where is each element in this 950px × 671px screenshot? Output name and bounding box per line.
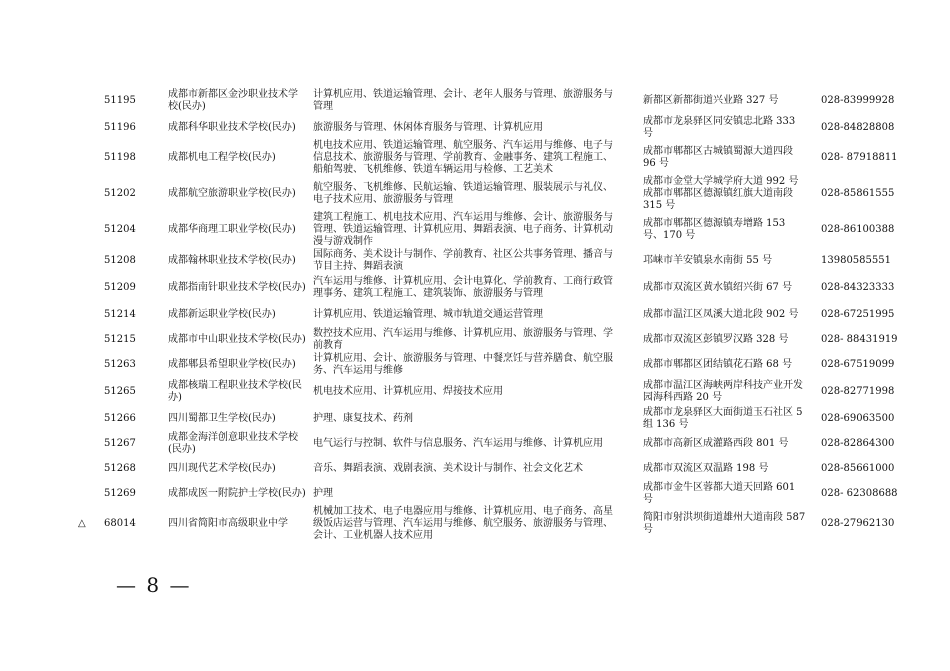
school-majors: 护理、康复技术、药剂: [313, 412, 413, 424]
page-number: — 8 —: [116, 573, 192, 597]
school-code: 51268: [104, 462, 136, 474]
school-phone: 028-67251995: [821, 308, 895, 320]
school-phone: 028-85661000: [821, 462, 895, 474]
table-row: [70, 456, 921, 481]
table-row: [70, 140, 921, 176]
school-name: 成都指南针职业技术学校(民办): [168, 281, 306, 293]
school-code: 51267: [104, 437, 136, 449]
row-mark: [70, 327, 98, 352]
row-mark: [70, 352, 98, 377]
school-phone: 028-85861555: [821, 188, 895, 199]
table-row: [70, 248, 921, 273]
school-name: 成都郫县希望职业学校(民办): [168, 358, 296, 370]
row-mark: [70, 456, 98, 481]
table-row: [70, 273, 921, 302]
school-phone: 028- 88431919: [821, 333, 898, 345]
school-name: 四川现代艺术学校(民办): [168, 462, 276, 474]
school-majors: 旅游服务与管理、休闲体育服务与管理、计算机应用: [313, 121, 543, 133]
school-majors: 音乐、舞蹈表演、戏剧表演、美术设计与制作、社会文化艺术: [313, 462, 583, 474]
school-majors: 护理: [313, 487, 333, 499]
school-phone: 028- 87918811: [821, 152, 898, 163]
school-phone: 13980585551: [821, 254, 891, 266]
row-mark: [70, 302, 98, 327]
school-name: 成都核瑞工程职业技术学校(民办): [168, 379, 302, 403]
school-majors: 国际商务、美术设计与制作、学前教育、社区公共事务管理、播音与节目主持、舞蹈表演: [313, 248, 613, 272]
school-majors: 计算机应用、铁道运输管理、城市轨道交通运营管理: [313, 308, 543, 320]
school-code: 51208: [104, 254, 136, 266]
table-row: [70, 481, 921, 506]
school-majors: 机电技术应用、铁道运输管理、航空服务、汽车运用与维修、电子与信息技术、旅游服务与管理、学前教育、金融事务、建筑工程施工、船舶驾驶、飞机维修、铁道车辆运用与检修、工艺美术: [313, 140, 613, 175]
row-mark: [70, 86, 98, 115]
row-mark: △: [78, 518, 86, 529]
school-name: 四川蜀都卫生学校(民办): [168, 412, 276, 424]
table-row: [70, 115, 921, 140]
school-phone: 028-83999928: [821, 94, 895, 106]
school-majors: 计算机应用、铁道运输管理、会计、老年人服务与管理、旅游服务与管理: [313, 88, 613, 112]
school-name: 成都科华职业技术学校(民办): [168, 121, 296, 133]
table-row: [70, 212, 921, 248]
school-name: 成都成医一附院护士学校(民办): [168, 487, 306, 499]
table-row: [70, 377, 921, 406]
school-phone: 028-86100388: [821, 224, 895, 235]
school-address: 成都市郫都区德源镇寿增路 153 号、170 号: [643, 218, 786, 241]
row-mark: [70, 273, 98, 302]
school-phone: 028-84323333: [821, 281, 895, 293]
school-name: 成都市中山职业技术学校(民办): [168, 333, 306, 345]
school-code: 51214: [104, 308, 136, 320]
school-code: 51269: [104, 487, 136, 499]
school-address: 成都市双流区黄水镇绍兴街 67 号: [643, 281, 793, 293]
school-phone: 028-67519099: [821, 358, 895, 370]
school-phone: 028-69063500: [821, 412, 895, 424]
table-row: [70, 506, 921, 542]
school-name: 成都新运职业学校(民办): [168, 308, 276, 320]
table-row: [70, 86, 921, 115]
table-row: [70, 352, 921, 377]
school-code: 68014: [104, 518, 136, 529]
row-mark: [70, 212, 98, 248]
school-name: 成都市新都区金沙职业技术学校(民办): [168, 88, 298, 112]
school-majors: 航空服务、飞机维修、民航运输、铁道运输管理、服装展示与礼仪、电子技术应用、旅游服务与管理: [313, 182, 613, 205]
row-mark: [70, 176, 98, 212]
school-address: 成都市郫都区团结镇花石路 68 号: [643, 358, 793, 370]
table-row: [70, 327, 921, 352]
school-code: 51198: [104, 152, 136, 163]
table-row: [70, 176, 921, 212]
row-mark: [70, 431, 98, 456]
school-majors: 建筑工程施工、机电技术应用、汽车运用与维修、会计、旅游服务与管理、铁道运输管理、计算机应用、舞蹈表演、电子商务、计算机动漫与游戏制作: [313, 212, 613, 247]
school-address: 成都市温江区凤溪大道北段 902 号: [643, 308, 799, 320]
row-mark: [70, 406, 98, 431]
school-address: 成都市高新区成灌路西段 801 号: [643, 437, 789, 449]
school-address: 成都市金堂大学城学府大道 992 号成都市郫都区德源镇红旗大道南段 315 号: [643, 176, 799, 211]
school-code: 51196: [104, 121, 136, 133]
school-code: 51263: [104, 358, 136, 370]
school-phone: 028- 62308688: [821, 487, 898, 499]
school-address: 成都市双流区双温路 198 号: [643, 462, 769, 474]
school-code: 51195: [104, 94, 136, 106]
school-name: 成都翰林职业技术学校(民办): [168, 254, 296, 266]
school-name: 成都机电工程学校(民办): [168, 152, 276, 163]
table-row: [70, 431, 921, 456]
school-phone: 028-82771998: [821, 385, 895, 397]
school-name: 成都华商理工职业学校(民办): [168, 224, 296, 235]
school-majors: 数控技术应用、汽车运用与维修、计算机应用、旅游服务与管理、学前教育: [313, 327, 613, 351]
school-table: [70, 86, 921, 542]
school-address: 成都市金牛区蓉都大道天回路 601 号: [643, 481, 796, 505]
school-address: 成都市双流区彭镇罗汉路 328 号: [643, 333, 789, 345]
row-mark: [70, 248, 98, 273]
school-name: 成都金海洋创意职业技术学校(民办): [168, 431, 298, 455]
school-code: 51215: [104, 333, 136, 345]
school-majors: 计算机应用、会计、旅游服务与管理、中餐烹饪与营养膳食、航空服务、汽车运用与维修: [313, 352, 613, 376]
school-code: 51204: [104, 224, 136, 235]
school-majors: 机械加工技术、电子电器应用与维修、计算机应用、电子商务、高星级饭店运营与管理、汽车运用与维修、航空服务、旅游服务与管理、会计、工业机器人技术应用: [313, 506, 613, 541]
school-code: 51265: [104, 385, 136, 397]
school-address: 成都市龙泉驿区大面街道玉石社区 5 组 136 号: [643, 406, 803, 430]
school-name: 四川省简阳市高级职业中学: [168, 518, 288, 529]
school-majors: 电气运行与控制、软件与信息服务、汽车运用与维修、计算机应用: [313, 437, 603, 449]
school-code: 51266: [104, 412, 136, 424]
row-mark: [70, 481, 98, 506]
school-majors: 机电技术应用、计算机应用、焊接技术应用: [313, 385, 503, 397]
school-address: 成都市郫都区古城镇蜀源大道四段 96 号: [643, 146, 793, 169]
row-mark: [70, 377, 98, 406]
school-phone: 028-82864300: [821, 437, 895, 449]
row-mark: [70, 115, 98, 140]
school-address: 新都区新都街道兴业路 327 号: [643, 94, 779, 106]
school-phone: 028-84828808: [821, 121, 895, 133]
school-address: 成都市温江区海峡两岸科技产业开发园海科西路 20 号: [643, 379, 803, 403]
school-address: 邛崃市羊安镇泉水南街 55 号: [643, 254, 773, 266]
school-phone: 028-27962130: [821, 518, 895, 529]
school-name: 成都航空旅游职业学校(民办): [168, 188, 296, 199]
school-code: 51202: [104, 188, 136, 199]
school-code: 51209: [104, 281, 136, 293]
school-majors: 汽车运用与维修、计算机应用、会计电算化、学前教育、工商行政管理事务、建筑工程施工、建筑装饰、旅游服务与管理: [313, 275, 613, 299]
table-row: [70, 406, 921, 431]
school-address: 简阳市射洪坝街道雄州大道南段 587 号: [643, 512, 806, 535]
school-address: 成都市龙泉驿区同安镇忠北路 333 号: [643, 115, 796, 139]
table-row: [70, 302, 921, 327]
row-mark: [70, 140, 98, 176]
